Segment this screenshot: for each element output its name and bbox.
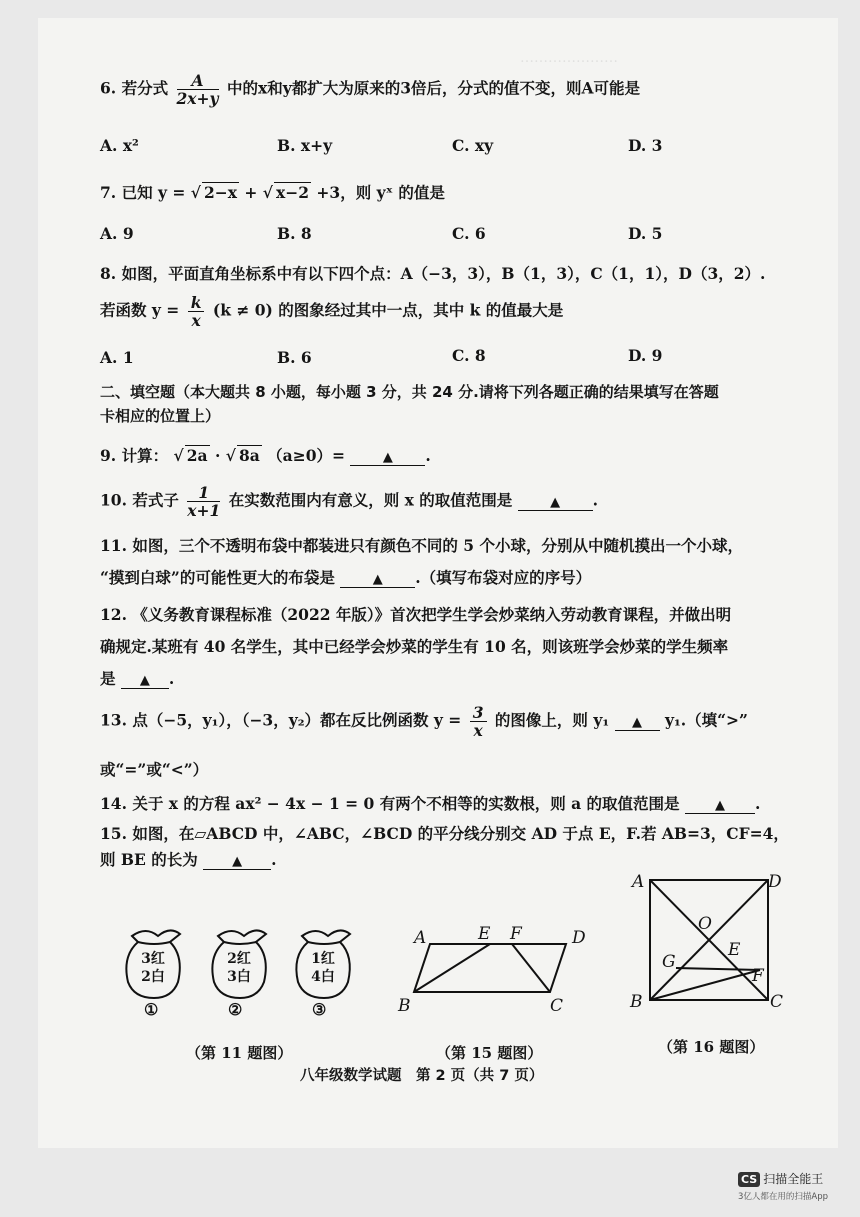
section-2-heading-line2: 卡相应的位置上）	[100, 407, 221, 425]
question-12-line3: 是 ▲ .	[100, 669, 175, 688]
answer-blank: ▲	[203, 850, 271, 870]
section-2-heading: 二、填空题（本大题共 8 小题，每小题 3 分，共 24 分.请将下列各题正确的结果填写在答题	[100, 383, 719, 401]
point-c-label: C	[550, 996, 564, 1016]
question-10: 10. 若式子 $\frac{1}{x+1}$ 在实数范围内有意义，则 x 的取值范围是 ▲ .	[100, 483, 599, 521]
page-footer: 八年级数学试题 第 2 页（共 7 页）	[300, 1068, 544, 1084]
bag-3-contents: 1红 4白	[311, 951, 335, 985]
point-f-label: F	[510, 924, 522, 944]
bag-1-label: ①	[144, 1000, 159, 1019]
question-13: 13. 点（−5，y₁），（−3，y₂）都在反比例函数 y = $\frac{3}{x}$ 的图像上，则 y₁ ▲ y₁.（填“>”	[100, 703, 748, 741]
scanner-badge-icon: CS	[738, 1172, 760, 1187]
option-a: A. 9	[100, 224, 134, 243]
answer-blank: ▲	[615, 711, 660, 731]
bag-3-label: ③	[312, 1000, 327, 1019]
option-d: D. 9	[628, 346, 663, 365]
option-b: B. x+y	[277, 136, 333, 155]
fraction: $\frac{A}{2x+y}$	[176, 71, 219, 109]
question-12: 12. 《义务教育课程标准（2022 年版）》首次把学生学会炒菜纳入劳动教育课程，并做出明	[100, 605, 732, 624]
scanner-tagline: 3亿人都在用的扫描App	[738, 1192, 829, 1202]
scanner-logo	[738, 1168, 823, 1187]
question-13-line2: 或“=”或“<”）	[100, 760, 209, 779]
question-9: 9. 计算： √ 2a · √ 8a （a≥0）= ▲ .	[100, 446, 431, 465]
question-15-line2: 则 BE 的长为 ▲ .	[100, 850, 277, 869]
figure-11-caption: （第 11 题图）	[186, 1044, 293, 1062]
point-a-label: A	[414, 928, 427, 948]
bleed-through-text: …………………	[520, 50, 618, 66]
option-b: B. 8	[277, 224, 312, 243]
point-o-label: O	[698, 914, 712, 934]
answer-blank: ▲	[350, 446, 425, 466]
option-b: B. 6	[277, 348, 312, 367]
option-c: C. xy	[452, 136, 494, 155]
bag-1-contents: 3红 2白	[141, 951, 165, 985]
option-c: C. 8	[452, 346, 486, 365]
point-e-label: E	[478, 924, 491, 944]
point-c-label: C	[770, 992, 784, 1012]
question-14: 14. 关于 x 的方程 ax² − 4x − 1 = 0 有两个不相等的实数根，则 a 的取值范围是 ▲ .	[100, 794, 761, 813]
question-15: 15. 如图，在▱ABCD 中，∠ABC，∠BCD 的平分线分别交 AD 于点 E，F.若 AB=3，CF=4，	[100, 824, 789, 843]
question-11-line2: “摸到白球”的可能性更大的布袋是 ▲ .（填写布袋对应的序号）	[100, 568, 592, 587]
option-a: A. 1	[100, 348, 134, 367]
fraction: $\frac{1}{x+1}$	[187, 483, 221, 521]
point-b-label: B	[630, 992, 643, 1012]
point-e-label: E	[728, 940, 741, 960]
point-a-label: A	[632, 872, 645, 892]
question-11: 11. 如图，三个不透明布袋中都装进只有颜色不同的 5 个小球，分别从中随机摸出一个小球，	[100, 536, 743, 555]
question-12-line2: 确规定.某班有 40 名学生，其中已经学会炒菜的学生有 10 名，则该班学会炒菜的学生频率	[100, 637, 729, 656]
figure-16-caption: （第 16 题图）	[658, 1038, 765, 1056]
fraction: $\frac{k}{x}$	[188, 294, 205, 329]
question-8-line2: 若函数 y = $\frac{k}{x}$ (k ≠ 0) 的图象经过其中一点，其中 k 的值最大是	[100, 293, 564, 331]
scanner-name: 扫描全能王	[763, 1172, 824, 1186]
question-6: 6. 若分式 $\frac{A}{2x+y}$ 中的x和y都扩大为原来的3倍后，分式的值不变，则A可能是	[100, 71, 641, 109]
figure-15-caption: （第 15 题图）	[436, 1044, 543, 1062]
square-drawing	[640, 870, 780, 1010]
point-f-label: F	[752, 966, 764, 986]
fraction: $\frac{3}{x}$	[470, 704, 487, 739]
answer-blank: ▲	[685, 794, 755, 814]
bag-2-contents: 2红 3白	[227, 951, 251, 985]
point-d-label: D	[572, 928, 586, 948]
answer-blank: ▲	[340, 568, 415, 588]
answer-blank: ▲	[518, 491, 593, 511]
option-a: A. x²	[100, 136, 139, 155]
option-c: C. 6	[452, 224, 486, 243]
question-7: 7. 已知 y = √ 2−x + √ x−2 +3，则 yˣ 的值是	[100, 183, 445, 202]
point-d-label: D	[768, 872, 782, 892]
option-d: D. 5	[628, 224, 663, 243]
question-8: 8. 如图，平面直角坐标系中有以下四个点：A（−3，3），B（1，3），C（1，1），D（3，2）.	[100, 264, 766, 283]
option-d: D. 3	[628, 136, 663, 155]
answer-blank: ▲	[121, 669, 169, 689]
point-g-label: G	[662, 952, 676, 972]
bag-2-label: ②	[228, 1000, 243, 1019]
point-b-label: B	[398, 996, 411, 1016]
